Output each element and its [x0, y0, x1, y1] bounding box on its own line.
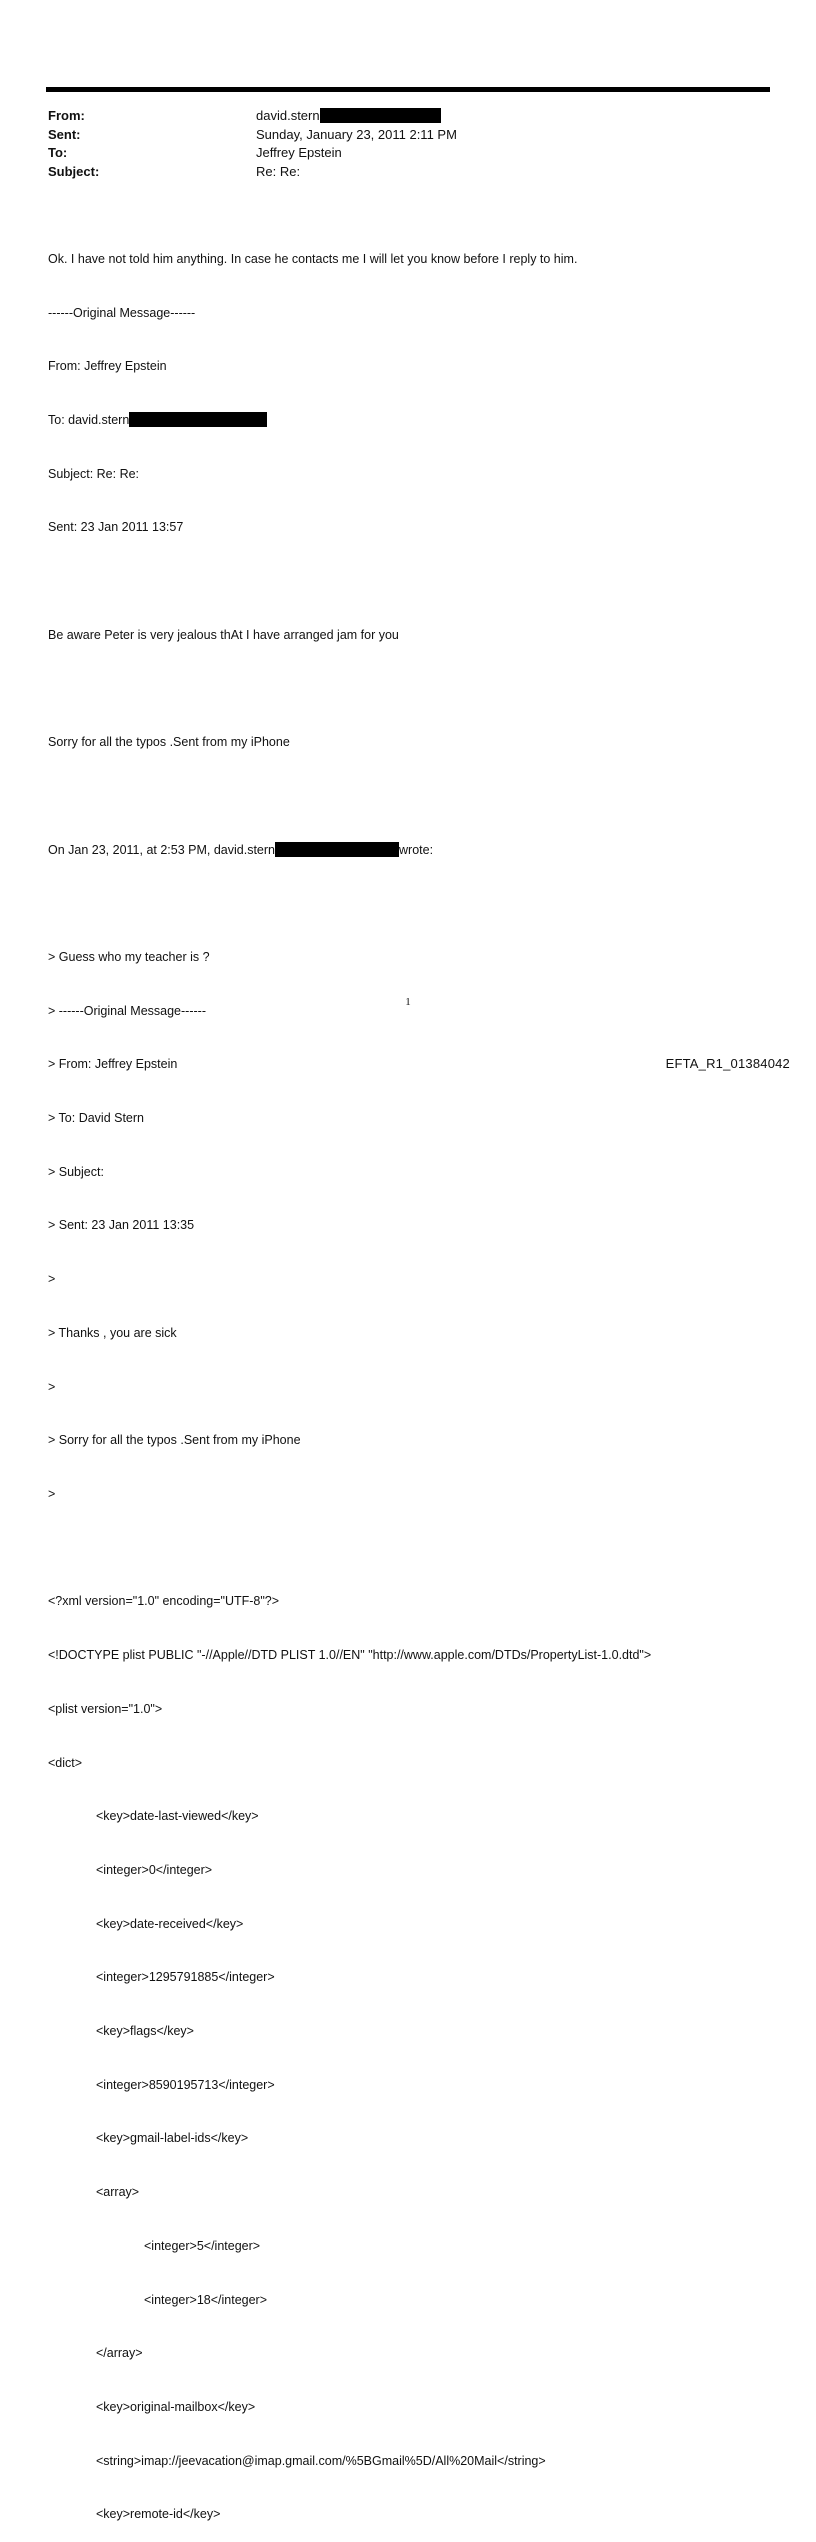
on-date-prefix: On Jan 23, 2011, at 2:53 PM, david.stern	[48, 842, 275, 857]
quoted-line: > ------Original Message------	[48, 1003, 206, 1018]
sent-label: Sent:	[48, 126, 81, 142]
blank-line	[48, 788, 788, 806]
original-subject: Subject: Re: Re:	[48, 466, 140, 481]
to-label: To:	[48, 145, 68, 160]
from-address: david.stern	[256, 108, 320, 123]
quoted-line: > Sorry for all the typos .Sent from my iPhone	[48, 1433, 301, 1448]
plist-line: <key>date-last-viewed</key>	[96, 1809, 259, 1824]
original-from: From: Jeffrey Epstein	[48, 359, 167, 374]
redaction-box	[129, 412, 267, 427]
sent-row	[48, 126, 748, 145]
on-date-suffix: wrote:	[399, 842, 434, 857]
email-header	[48, 107, 748, 181]
subject-label: Subject:	[48, 163, 100, 179]
quoted-line: > Thanks , you are sick	[48, 1325, 177, 1340]
plist-line: <key>original-mailbox</key>	[96, 2399, 256, 2414]
plist-dict-open: <dict>	[48, 1755, 83, 1770]
quoted-line: > Subject:	[48, 1164, 104, 1179]
quoted-line: > From: Jeffrey Epstein	[48, 1057, 178, 1072]
quoted-line: >	[48, 1272, 56, 1287]
quoted-line: > To: David Stern	[48, 1111, 145, 1126]
plist-xml-decl: <?xml version="1.0" encoding="UTF-8"?>	[48, 1594, 280, 1609]
plist-line: <integer>0</integer>	[96, 1862, 213, 1877]
email-body	[48, 215, 788, 2542]
page-number: 1	[405, 996, 411, 1008]
plist-open: <plist version="1.0">	[48, 1701, 163, 1716]
plist-line: <array>	[96, 2185, 140, 2200]
reply-text: Ok. I have not told him anything. In case he contacts me I will let you know before I reply to him.	[48, 251, 578, 266]
on-date-line	[48, 842, 788, 860]
subject-row	[48, 163, 748, 182]
sent-value: Sunday, January 23, 2011 2:11 PM	[256, 126, 457, 142]
plist-line: <key>remote-id</key>	[96, 2507, 221, 2522]
quoted-line: >	[48, 1486, 56, 1501]
document-id: EFTA_R1_01384042	[665, 1056, 790, 1071]
plist-doctype: <!DOCTYPE plist PUBLIC "-//Apple//DTD PLIST 1.0//EN" "http://www.apple.com/DTDs/PropertyList-1.0.dtd">	[48, 1648, 652, 1663]
plist-line: <integer>18</integer>	[144, 2292, 268, 2307]
redaction-box	[320, 108, 441, 123]
plist-line: <key>flags</key>	[96, 2024, 194, 2039]
original-sent: Sent: 23 Jan 2011 13:57	[48, 520, 184, 535]
plist-line: <string>imap://jeevacation@imap.gmail.com/%5BGmail%5D/All%20Mail</string>	[96, 2453, 546, 2468]
subject-value: Re: Re:	[256, 163, 301, 179]
from-row	[48, 107, 748, 126]
plist-line: </array>	[96, 2346, 143, 2361]
plist-line: <integer>1295791885</integer>	[96, 1970, 275, 1985]
from-value	[256, 107, 441, 126]
from-label: From:	[48, 108, 85, 123]
blank-line	[48, 1540, 788, 1558]
quoted-line: > Guess who my teacher is ?	[48, 949, 210, 964]
quoted-line: > Sent: 23 Jan 2011 13:35	[48, 1218, 195, 1233]
quoted-line: >	[48, 1379, 56, 1394]
to-row	[48, 144, 748, 163]
original-to	[48, 412, 788, 430]
header-rule	[46, 87, 770, 92]
blank-line	[48, 680, 788, 698]
redaction-box	[275, 842, 399, 857]
to-value: Jeffrey Epstein	[256, 145, 342, 160]
plist-line: <integer>5</integer>	[144, 2238, 261, 2253]
plist-line: <integer>8590195713</integer>	[96, 2077, 275, 2092]
original-message-marker: ------Original Message------	[48, 305, 196, 320]
plist-line: <key>gmail-label-ids</key>	[96, 2131, 249, 2146]
message-text: Be aware Peter is very jealous thAt I have arranged jam for you	[48, 627, 399, 642]
plist-line: <key>date-received</key>	[96, 1916, 244, 1931]
blank-line	[48, 573, 788, 591]
blank-line	[48, 895, 788, 913]
original-to-address: To: david.stern	[48, 412, 130, 427]
signature: Sorry for all the typos .Sent from my iPhone	[48, 735, 290, 750]
